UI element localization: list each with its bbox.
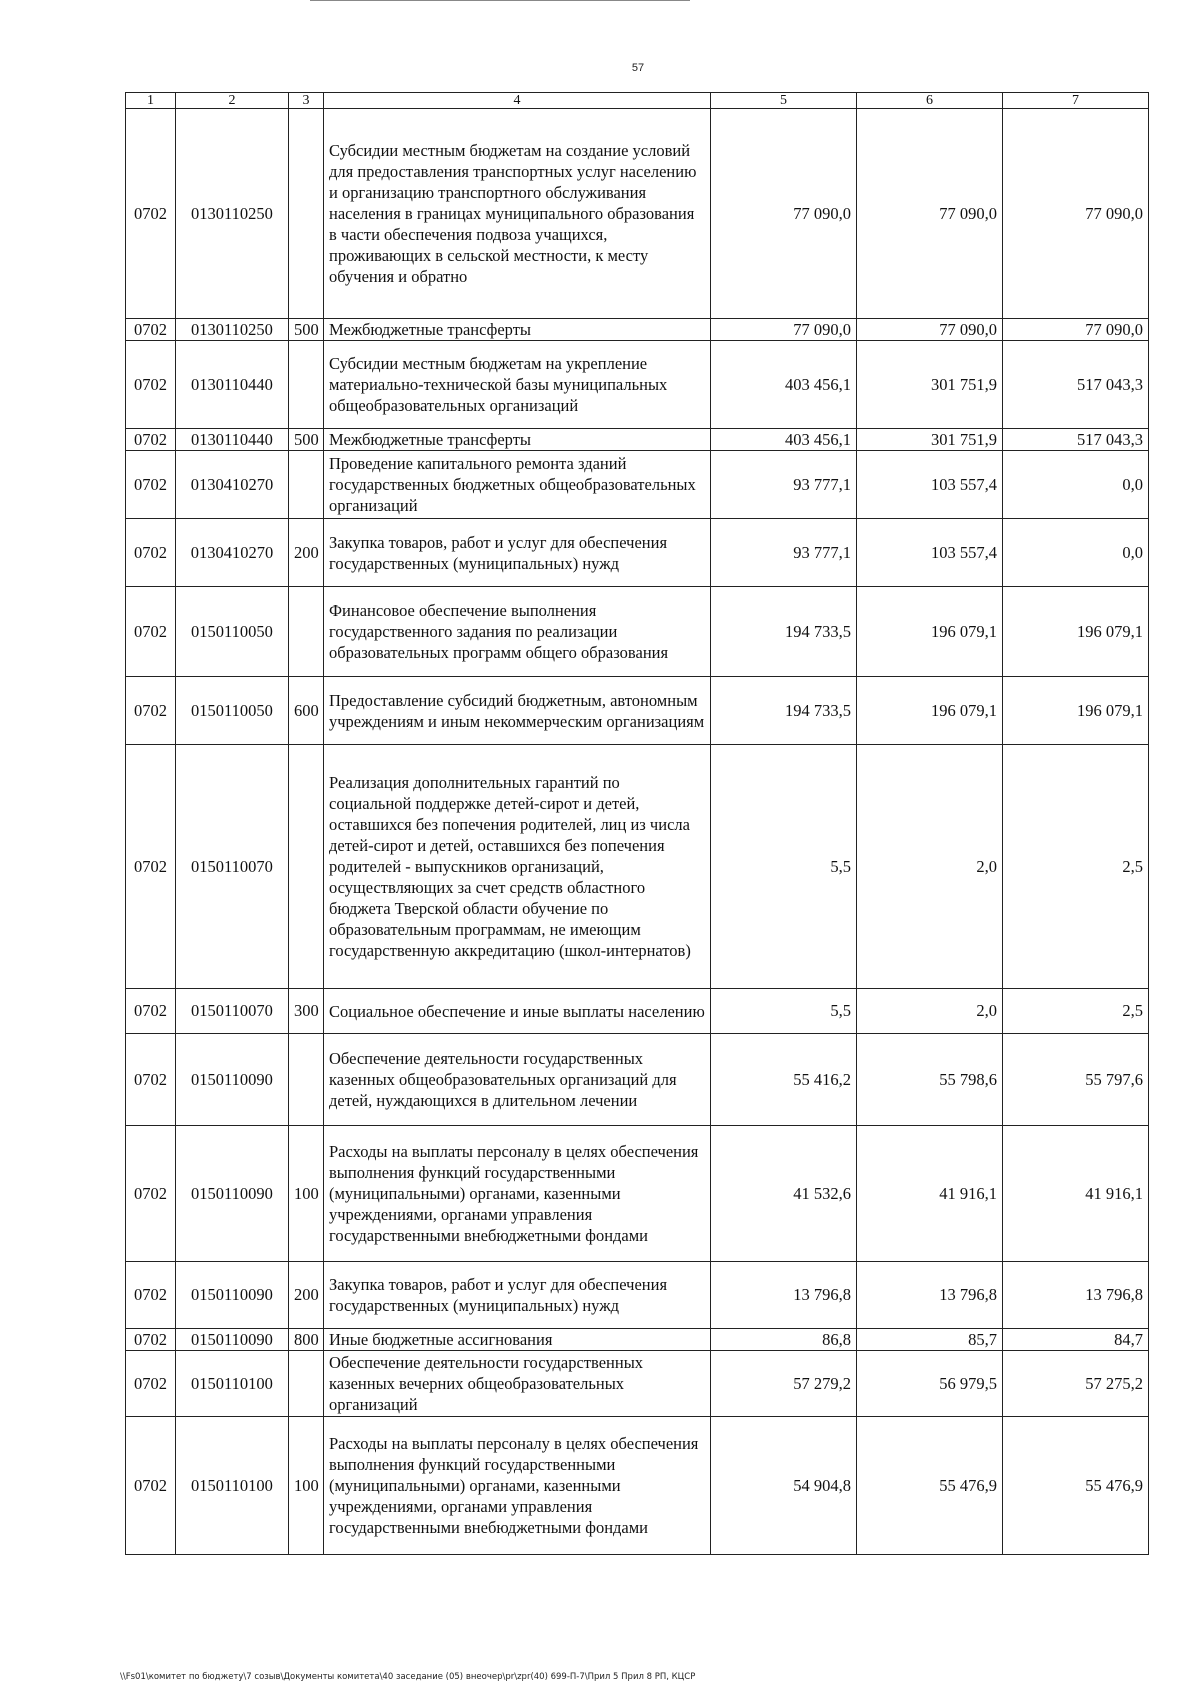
table-row xyxy=(126,1329,1149,1351)
amount-col5: 93 777,1 xyxy=(711,519,857,587)
table-row xyxy=(126,451,1149,519)
target-code: 0130110440 xyxy=(176,429,289,451)
expense-type-code: 200 xyxy=(289,1262,324,1329)
item-description: Финансовое обеспечение выполнения государственного задания по реализации образовательных программ общего образования xyxy=(324,587,711,677)
expense-type-code xyxy=(289,1034,324,1126)
item-description: Реализация дополнительных гарантий по социальной поддержке детей-сирот и детей, оставшихся без попечения родителей, лиц из числа детей-сирот и детей, оставшихся без попечения родителей - выпускников организаций, осуществляющих за счет средств областного бюджета Тверской области обучение по образовательным программам, не имеющим государственную аккредитацию (школ-интернатов) xyxy=(324,745,711,989)
amount-col6: 85,7 xyxy=(857,1329,1003,1351)
table-row xyxy=(126,429,1149,451)
amount-col7: 57 275,2 xyxy=(1003,1351,1149,1417)
item-description: Межбюджетные трансферты xyxy=(324,319,711,341)
page-number: 57 xyxy=(631,62,645,74)
amount-col6: 103 557,4 xyxy=(857,451,1003,519)
item-description: Межбюджетные трансферты xyxy=(324,429,711,451)
target-code: 0150110100 xyxy=(176,1417,289,1555)
table-row xyxy=(126,1034,1149,1126)
section-code: 0702 xyxy=(126,519,176,587)
table-row xyxy=(126,1351,1149,1417)
table-row xyxy=(126,341,1149,429)
expense-type-code xyxy=(289,109,324,319)
amount-col7: 517 043,3 xyxy=(1003,341,1149,429)
section-code: 0702 xyxy=(126,451,176,519)
section-code: 0702 xyxy=(126,109,176,319)
amount-col6: 2,0 xyxy=(857,989,1003,1034)
expense-type-code xyxy=(289,451,324,519)
amount-col5: 403 456,1 xyxy=(711,429,857,451)
amount-col7: 196 079,1 xyxy=(1003,677,1149,745)
item-description: Закупка товаров, работ и услуг для обеспечения государственных (муниципальных) нужд xyxy=(324,1262,711,1329)
section-code: 0702 xyxy=(126,677,176,745)
target-code: 0150110090 xyxy=(176,1034,289,1126)
target-code: 0150110070 xyxy=(176,989,289,1034)
section-code: 0702 xyxy=(126,1417,176,1555)
amount-col7: 0,0 xyxy=(1003,519,1149,587)
table-row xyxy=(126,319,1149,341)
target-code: 0130410270 xyxy=(176,451,289,519)
col-header-4: 4 xyxy=(324,93,711,109)
amount-col7: 2,5 xyxy=(1003,745,1149,989)
col-header-6: 6 xyxy=(857,93,1003,109)
amount-col5: 55 416,2 xyxy=(711,1034,857,1126)
amount-col5: 194 733,5 xyxy=(711,587,857,677)
amount-col5: 403 456,1 xyxy=(711,341,857,429)
amount-col7: 55 476,9 xyxy=(1003,1417,1149,1555)
target-code: 0150110090 xyxy=(176,1262,289,1329)
item-description: Расходы на выплаты персоналу в целях обеспечения выполнения функций государственными (муниципальными) органами, казенными учреждениями, органами управления государственными внебюджетными фондами xyxy=(324,1126,711,1262)
amount-col7: 77 090,0 xyxy=(1003,319,1149,341)
expense-type-code xyxy=(289,745,324,989)
amount-col6: 55 476,9 xyxy=(857,1417,1003,1555)
amount-col6: 301 751,9 xyxy=(857,341,1003,429)
amount-col5: 77 090,0 xyxy=(711,319,857,341)
expense-type-code: 800 xyxy=(289,1329,324,1351)
amount-col6: 196 079,1 xyxy=(857,587,1003,677)
amount-col6: 77 090,0 xyxy=(857,109,1003,319)
amount-col6: 56 979,5 xyxy=(857,1351,1003,1417)
col-header-2: 2 xyxy=(176,93,289,109)
header-row xyxy=(126,93,1149,109)
expense-type-code: 300 xyxy=(289,989,324,1034)
amount-col5: 93 777,1 xyxy=(711,451,857,519)
target-code: 0150110100 xyxy=(176,1351,289,1417)
section-code: 0702 xyxy=(126,1262,176,1329)
item-description: Обеспечение деятельности государственных казенных общеобразовательных организаций для детей, нуждающихся в длительном лечении xyxy=(324,1034,711,1126)
col-header-3: 3 xyxy=(289,93,324,109)
table-row xyxy=(126,109,1149,319)
section-code: 0702 xyxy=(126,319,176,341)
col-header-1: 1 xyxy=(126,93,176,109)
table-row xyxy=(126,1262,1149,1329)
amount-col6: 13 796,8 xyxy=(857,1262,1003,1329)
col-header-7: 7 xyxy=(1003,93,1149,109)
amount-col5: 86,8 xyxy=(711,1329,857,1351)
amount-col5: 13 796,8 xyxy=(711,1262,857,1329)
amount-col6: 2,0 xyxy=(857,745,1003,989)
section-code: 0702 xyxy=(126,1329,176,1351)
item-description: Расходы на выплаты персоналу в целях обеспечения выполнения функций государственными (муниципальными) органами, казенными учреждениями, органами управления государственными внебюджетными фондами xyxy=(324,1417,711,1555)
amount-col6: 55 798,6 xyxy=(857,1034,1003,1126)
target-code: 0150110090 xyxy=(176,1126,289,1262)
table-row xyxy=(126,989,1149,1034)
item-description: Закупка товаров, работ и услуг для обеспечения государственных (муниципальных) нужд xyxy=(324,519,711,587)
section-code: 0702 xyxy=(126,989,176,1034)
expense-type-code xyxy=(289,341,324,429)
table-row xyxy=(126,677,1149,745)
amount-col5: 54 904,8 xyxy=(711,1417,857,1555)
section-code: 0702 xyxy=(126,1351,176,1417)
target-code: 0130110250 xyxy=(176,109,289,319)
expense-type-code: 500 xyxy=(289,319,324,341)
amount-col7: 0,0 xyxy=(1003,451,1149,519)
section-code: 0702 xyxy=(126,341,176,429)
expense-type-code: 100 xyxy=(289,1126,324,1262)
target-code: 0150110090 xyxy=(176,1329,289,1351)
amount-col5: 194 733,5 xyxy=(711,677,857,745)
amount-col6: 301 751,9 xyxy=(857,429,1003,451)
amount-col7: 41 916,1 xyxy=(1003,1126,1149,1262)
section-code: 0702 xyxy=(126,1034,176,1126)
amount-col5: 5,5 xyxy=(711,989,857,1034)
top-rule xyxy=(310,0,690,1)
expense-type-code: 200 xyxy=(289,519,324,587)
expense-type-code xyxy=(289,587,324,677)
amount-col5: 41 532,6 xyxy=(711,1126,857,1262)
col-header-5: 5 xyxy=(711,93,857,109)
amount-col7: 517 043,3 xyxy=(1003,429,1149,451)
amount-col6: 196 079,1 xyxy=(857,677,1003,745)
expense-type-code: 600 xyxy=(289,677,324,745)
table-row xyxy=(126,1417,1149,1555)
target-code: 0130410270 xyxy=(176,519,289,587)
amount-col6: 77 090,0 xyxy=(857,319,1003,341)
expense-type-code: 500 xyxy=(289,429,324,451)
item-description: Предоставление субсидий бюджетным, автономным учреждениям и иным некоммерческим организациям xyxy=(324,677,711,745)
target-code: 0150110070 xyxy=(176,745,289,989)
footer-file-path: \\Fs01\комитет по бюджету\7 созыв\Документы комитета\40 заседание (05) внеочер\pr\zpr(40) 699-П-7\Прил 5 Прил 8 РП, КЦСР xyxy=(120,1672,696,1682)
item-description: Обеспечение деятельности государственных казенных вечерних общеобразовательных организаций xyxy=(324,1351,711,1417)
table-row xyxy=(126,745,1149,989)
amount-col7: 77 090,0 xyxy=(1003,109,1149,319)
expense-type-code: 100 xyxy=(289,1417,324,1555)
table-row xyxy=(126,519,1149,587)
table-row xyxy=(126,587,1149,677)
amount-col5: 57 279,2 xyxy=(711,1351,857,1417)
amount-col7: 196 079,1 xyxy=(1003,587,1149,677)
section-code: 0702 xyxy=(126,745,176,989)
amount-col7: 55 797,6 xyxy=(1003,1034,1149,1126)
section-code: 0702 xyxy=(126,429,176,451)
amount-col7: 2,5 xyxy=(1003,989,1149,1034)
item-description: Социальное обеспечение и иные выплаты населению xyxy=(324,989,711,1034)
amount-col5: 77 090,0 xyxy=(711,109,857,319)
amount-col5: 5,5 xyxy=(711,745,857,989)
item-description: Иные бюджетные ассигнования xyxy=(324,1329,711,1351)
section-code: 0702 xyxy=(126,587,176,677)
item-description: Субсидии местным бюджетам на укрепление материально-технической базы муниципальных общеобразовательных организаций xyxy=(324,341,711,429)
budget-table xyxy=(125,92,1149,1555)
table-row xyxy=(126,1126,1149,1262)
target-code: 0130110250 xyxy=(176,319,289,341)
expense-type-code xyxy=(289,1351,324,1417)
item-description: Субсидии местным бюджетам на создание условий для предоставления транспортных услуг населению и организацию транспортного обслуживания населения в границах муниципального образования в части обеспечения подвоза учащихся, проживающих в сельской местности, к месту обучения и обратно xyxy=(324,109,711,319)
target-code: 0150110050 xyxy=(176,587,289,677)
amount-col7: 84,7 xyxy=(1003,1329,1149,1351)
target-code: 0150110050 xyxy=(176,677,289,745)
amount-col6: 41 916,1 xyxy=(857,1126,1003,1262)
item-description: Проведение капитального ремонта зданий государственных бюджетных общеобразовательных организаций xyxy=(324,451,711,519)
amount-col7: 13 796,8 xyxy=(1003,1262,1149,1329)
section-code: 0702 xyxy=(126,1126,176,1262)
amount-col6: 103 557,4 xyxy=(857,519,1003,587)
target-code: 0130110440 xyxy=(176,341,289,429)
